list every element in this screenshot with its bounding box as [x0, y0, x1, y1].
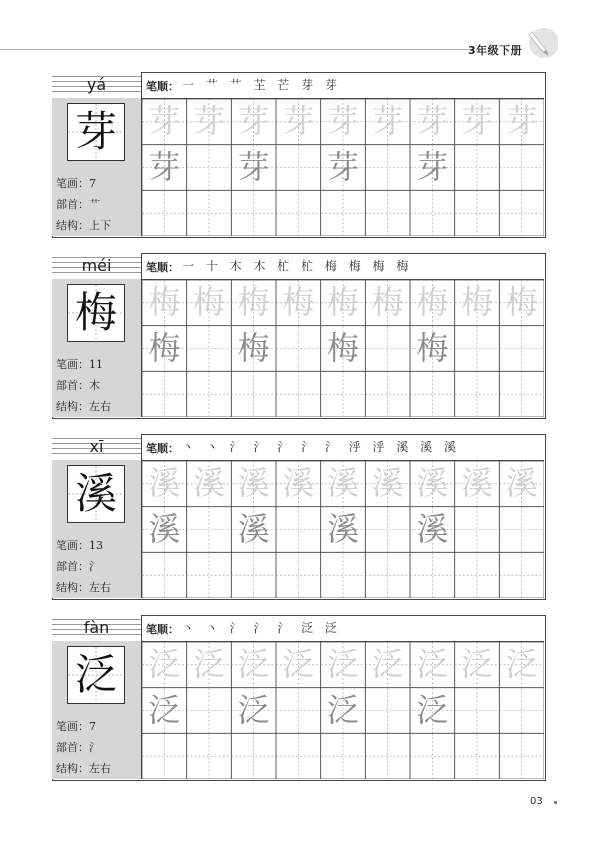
trace-cell[interactable]	[321, 99, 366, 145]
structure: 左右	[89, 400, 111, 413]
trace-char: 溪	[371, 464, 404, 502]
trace-char: 泛	[416, 645, 449, 683]
radical: 氵	[89, 741, 100, 754]
trace-char: 泛	[371, 645, 404, 683]
trace-char: 梅	[416, 283, 449, 321]
model-char: 溪	[416, 509, 449, 548]
trace-cell[interactable]	[231, 461, 276, 507]
model-char: 梅	[416, 328, 449, 367]
trace-cell[interactable]	[499, 461, 544, 507]
structure: 左右	[89, 581, 111, 594]
stroke-count-row	[56, 537, 103, 553]
structure-row	[56, 760, 111, 776]
char-box	[67, 646, 125, 704]
stroke-order-label: 笔顺：	[146, 261, 179, 274]
pinyin: yá	[86, 75, 107, 94]
trace-cell[interactable]	[321, 280, 366, 326]
pinyin: méi	[81, 256, 112, 275]
model-cell[interactable]	[321, 507, 366, 553]
stroke-count: 7	[89, 177, 96, 190]
stroke-order-label: 笔顺：	[146, 442, 179, 455]
stroke-count: 7	[89, 720, 96, 733]
char-info-panel	[52, 253, 142, 417]
trace-char: 溪	[192, 464, 225, 502]
trace-cell[interactable]	[321, 461, 366, 507]
radical-label: 部首：	[56, 198, 89, 211]
char-large: 泛	[74, 650, 117, 699]
char-block	[52, 72, 546, 238]
trace-cell[interactable]	[276, 461, 321, 507]
trace-char: 梅	[282, 283, 315, 321]
pinyin-band	[52, 72, 141, 98]
trace-cell[interactable]	[410, 461, 455, 507]
trace-char: 溪	[460, 464, 493, 502]
trace-cell[interactable]	[187, 642, 232, 688]
trace-cell[interactable]	[410, 280, 455, 326]
trace-char: 泛	[505, 645, 538, 683]
trace-cell[interactable]	[276, 642, 321, 688]
stroke-order-label: 笔顺：	[146, 623, 179, 636]
trace-char: 芽	[371, 102, 404, 140]
pinyin-band	[52, 253, 141, 279]
model-cell[interactable]	[142, 688, 187, 734]
trace-char: 梅	[371, 283, 404, 321]
trace-cell[interactable]	[365, 642, 410, 688]
model-char: 泛	[416, 690, 449, 729]
practice-grid	[142, 280, 544, 417]
model-cell[interactable]	[321, 145, 366, 191]
trace-cell[interactable]	[187, 280, 232, 326]
trace-char: 芽	[282, 102, 315, 140]
trace-cell[interactable]	[455, 642, 500, 688]
structure-label: 结构：	[56, 219, 89, 232]
trace-cell[interactable]	[365, 280, 410, 326]
char-info-panel	[52, 72, 142, 236]
trace-char: 梅	[148, 283, 181, 321]
stroke-order-sequence: 丶 丶 氵 氵 氵 氵 氵 泘 泘 溪 溪 溪	[182, 440, 460, 454]
practice-grid	[142, 642, 544, 779]
trace-char: 芽	[237, 102, 270, 140]
stroke-count-label: 笔画：	[56, 177, 89, 190]
stroke-count-label: 笔画：	[56, 720, 89, 733]
trace-cell[interactable]	[142, 99, 187, 145]
structure-row	[56, 579, 111, 595]
trace-char: 泛	[192, 645, 225, 683]
stroke-order-sequence: 一 十 木 木 杧 杧 梅 梅 梅 梅	[182, 259, 413, 273]
char-large: 梅	[74, 288, 117, 337]
stroke-order-row	[142, 434, 544, 461]
trace-char: 泛	[460, 645, 493, 683]
page-dot	[554, 801, 557, 804]
trace-cell[interactable]	[321, 642, 366, 688]
trace-char: 溪	[237, 464, 270, 502]
trace-cell[interactable]	[142, 642, 187, 688]
trace-cell[interactable]	[231, 280, 276, 326]
trace-char: 梅	[505, 283, 538, 321]
model-cell[interactable]	[142, 507, 187, 553]
char-block	[52, 434, 546, 600]
grade-label: 3年级下册	[468, 44, 523, 57]
model-char: 泛	[237, 690, 270, 729]
trace-cell[interactable]	[187, 461, 232, 507]
trace-cell[interactable]	[455, 99, 500, 145]
stroke-order-row	[142, 72, 544, 99]
char-info-panel	[52, 615, 142, 779]
trace-char: 芽	[192, 102, 225, 140]
radical-row	[56, 196, 100, 212]
structure-label: 结构：	[56, 762, 89, 775]
structure-label: 结构：	[56, 581, 89, 594]
char-info-panel	[52, 434, 142, 598]
trace-cell[interactable]	[410, 99, 455, 145]
trace-cell[interactable]	[231, 99, 276, 145]
pinyin-band	[52, 434, 141, 460]
stroke-count-label: 笔画：	[56, 358, 89, 371]
char-box	[67, 465, 125, 523]
char-block	[52, 253, 546, 419]
trace-cell[interactable]	[499, 642, 544, 688]
trace-cell[interactable]	[231, 642, 276, 688]
char-large: 芽	[74, 107, 117, 156]
trace-char: 芽	[460, 102, 493, 140]
radical-row	[56, 558, 100, 574]
model-cell[interactable]	[410, 507, 455, 553]
model-cell[interactable]	[231, 145, 276, 191]
trace-cell[interactable]	[142, 280, 187, 326]
trace-char: 芽	[326, 102, 359, 140]
model-cell[interactable]	[321, 688, 366, 734]
trace-cell[interactable]	[365, 461, 410, 507]
radical: 木	[89, 379, 100, 392]
pinyin-band	[52, 615, 141, 641]
model-char: 芽	[326, 147, 359, 186]
radical-row	[56, 377, 100, 393]
trace-char: 溪	[416, 464, 449, 502]
model-char: 芽	[416, 147, 449, 186]
model-cell[interactable]	[410, 145, 455, 191]
practice-grid	[142, 99, 544, 236]
char-box	[67, 284, 125, 342]
trace-char: 溪	[282, 464, 315, 502]
trace-char: 溪	[505, 464, 538, 502]
trace-cell[interactable]	[499, 280, 544, 326]
structure-row	[56, 398, 111, 414]
radical: 氵	[89, 560, 100, 573]
model-char: 芽	[237, 147, 270, 186]
trace-char: 芽	[416, 102, 449, 140]
pinyin: fàn	[83, 618, 110, 637]
structure: 上下	[89, 219, 111, 232]
stroke-count: 13	[89, 539, 103, 552]
model-char: 梅	[326, 328, 359, 367]
model-char: 溪	[326, 509, 359, 548]
practice-grid	[142, 461, 544, 598]
stroke-count-row	[56, 356, 103, 372]
structure-row	[56, 217, 111, 233]
model-cell[interactable]	[410, 688, 455, 734]
trace-cell[interactable]	[142, 461, 187, 507]
model-cell[interactable]	[231, 688, 276, 734]
trace-char: 泛	[326, 645, 359, 683]
stroke-order-sequence: 一 艹 艹 芏 芒 芽 芽	[182, 78, 341, 92]
model-cell[interactable]	[321, 326, 366, 372]
structure-label: 结构：	[56, 400, 89, 413]
stroke-count-row	[56, 175, 96, 191]
page-number: 03	[530, 796, 543, 807]
pen-icon	[524, 26, 558, 60]
model-cell[interactable]	[410, 326, 455, 372]
trace-cell[interactable]	[410, 642, 455, 688]
trace-cell[interactable]	[455, 280, 500, 326]
model-char: 芽	[148, 147, 181, 186]
model-cell[interactable]	[231, 326, 276, 372]
stroke-order-row	[142, 253, 544, 280]
stroke-count: 11	[89, 358, 103, 371]
model-char: 泛	[326, 690, 359, 729]
trace-char: 梅	[460, 283, 493, 321]
model-char: 梅	[237, 328, 270, 367]
model-cell[interactable]	[142, 145, 187, 191]
trace-cell[interactable]	[187, 99, 232, 145]
trace-char: 芽	[148, 102, 181, 140]
stroke-count-label: 笔画：	[56, 539, 89, 552]
trace-char: 梅	[237, 283, 270, 321]
radical-row	[56, 739, 100, 755]
trace-char: 溪	[148, 464, 181, 502]
char-box	[67, 103, 125, 161]
trace-char: 溪	[326, 464, 359, 502]
trace-char: 泛	[282, 645, 315, 683]
trace-cell[interactable]	[499, 99, 544, 145]
trace-char: 梅	[192, 283, 225, 321]
radical: 艹	[89, 198, 100, 211]
stroke-order-label: 笔顺：	[146, 80, 179, 93]
radical-label: 部首：	[56, 560, 89, 573]
stroke-count-row	[56, 718, 96, 734]
model-cell[interactable]	[142, 326, 187, 372]
trace-char: 泛	[148, 645, 181, 683]
radical-label: 部首：	[56, 741, 89, 754]
char-block	[52, 615, 546, 781]
trace-cell[interactable]	[276, 280, 321, 326]
pinyin: xī	[89, 437, 104, 456]
trace-char: 芽	[505, 102, 538, 140]
stroke-order-sequence: 丶 丶 氵 氵 氵 泛 泛	[182, 621, 341, 635]
trace-cell[interactable]	[365, 99, 410, 145]
radical-label: 部首：	[56, 379, 89, 392]
trace-char: 梅	[326, 283, 359, 321]
trace-cell[interactable]	[455, 461, 500, 507]
model-cell[interactable]	[231, 507, 276, 553]
char-large: 溪	[74, 469, 117, 518]
model-char: 溪	[148, 509, 181, 548]
structure: 左右	[89, 762, 111, 775]
model-char: 梅	[148, 328, 181, 367]
trace-cell[interactable]	[276, 99, 321, 145]
model-char: 溪	[237, 509, 270, 548]
header-rule	[0, 49, 474, 50]
stroke-order-row	[142, 615, 544, 642]
trace-char: 泛	[237, 645, 270, 683]
model-char: 泛	[148, 690, 181, 729]
